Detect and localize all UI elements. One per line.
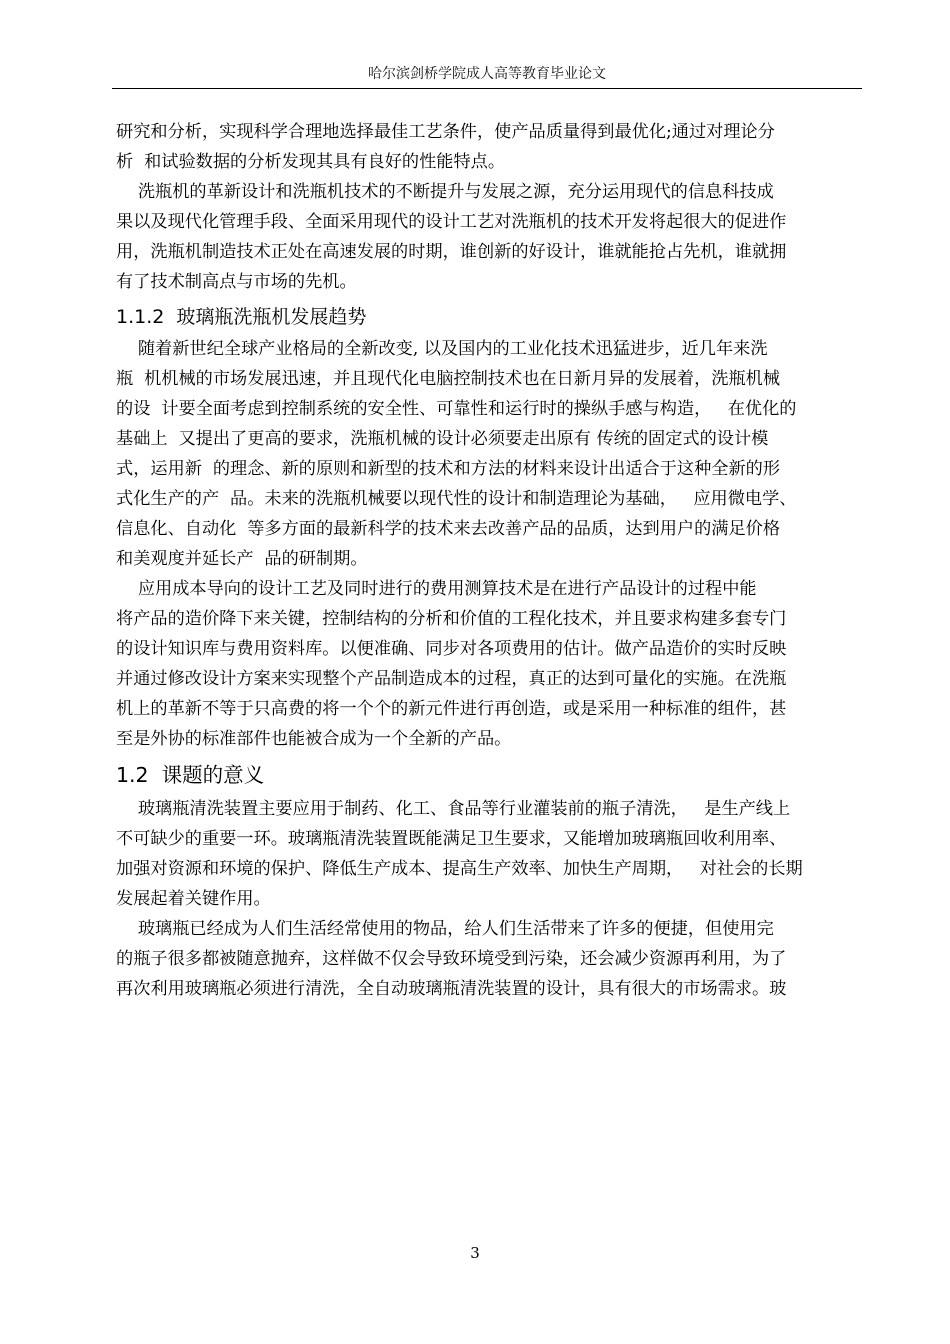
body-line: 发展起着关键作用。 [116, 889, 271, 909]
body-line: 应用成本导向的设计工艺及同时进行的费用测算技术是在进行产品设计的过程中能 [116, 579, 757, 599]
body-line: 果以及现代化管理手段、全面采用现代的设计工艺对洗瓶机的技术开发将起很大的促进作 [116, 212, 787, 232]
body-line: 用，洗瓶机制造技术正处在高速发展的时期，谁创新的好设计，谁就能抢占先机，谁就拥 [116, 242, 787, 262]
body-line: 不可缺少的重要一环。玻璃瓶清洗装置既能满足卫生要求，又能增加玻璃瓶回收利用率、 [116, 829, 787, 849]
body-line: 的设 计要全面考虑到控制系统的安全性、可靠性和运行时的操纵手感与构造， 在优化的 [116, 399, 797, 419]
page-number: 3 [470, 1244, 480, 1262]
body-line: 至是外协的标准部件也能被合成为一个全新的产品。 [116, 729, 512, 749]
body-line: 基础上 又提出了更高的要求，洗瓶机械的设计必须要走出原有 传统的固定式的设计模 [116, 429, 769, 449]
body-line: 并通过修改设计方案来实现整个产品制造成本的过程，真正的达到可量化的实施。在洗瓶 [116, 669, 787, 689]
body-line: 和美观度并延长产 品的研制期。 [116, 549, 368, 569]
body-line: 信息化、自动化 等多方面的最新科学的技术来去改善产品的品质，达到用户的满足价格 [116, 519, 781, 539]
body-line: 加强对资源和环境的保护、降低生产成本、提高生产效率、加快生产周期， 对社会的长期 [116, 859, 803, 879]
body-line: 再次利用玻璃瓶必须进行清洗，全自动玻璃瓶清洗装置的设计，具有很大的市场需求。玻 [116, 979, 787, 999]
body-line: 式，运用新 的理念、新的原则和新型的技术和方法的材料来设计出适合于这种全新的形 [116, 459, 781, 479]
body-line: 随着新世纪全球产业格局的全新改变, 以及国内的工业化技术迅猛进步，近几年来洗 [116, 339, 768, 359]
body-line: 的设计知识库与费用资料库。以便准确、同步对各项费用的估计。做产品造价的实时反映 [116, 639, 787, 659]
body-line: 瓶 机机械的市场发展迅速，并且现代化电脑控制技术也在日新月异的发展着，洗瓶机械 [116, 369, 781, 389]
body-line: 的瓶子很多都被随意抛弃，这样做不仅会导致环境受到污染，还会减少资源再利用，为了 [116, 949, 787, 969]
body-line: 洗瓶机的革新设计和洗瓶机技术的不断提升与发展之源，充分运用现代的信息科技成 [116, 182, 774, 202]
body-line: 玻璃瓶已经成为人们生活经常使用的物品，给人们生活带来了许多的便捷，但使用完 [116, 919, 774, 939]
body-line: 玻璃瓶清洗装置主要应用于制药、化工、食品等行业灌装前的瓶子清洗， 是生产线上 [116, 799, 791, 819]
body-line: 研究和分析，实现科学合理地选择最佳工艺条件，使产品质量得到最优化;通过对理论分 [116, 122, 775, 142]
body-line: 机上的革新不等于只高费的将一个个的新元件进行再创造，或是采用一种标准的组件，甚 [116, 699, 787, 719]
running-header: 哈尔滨剑桥学院成人高等教育毕业论文 [368, 66, 606, 82]
body-line: 式化生产的产 品。未来的洗瓶机械要以现代性的设计和制造理论为基础， 应用微电学、 [116, 489, 797, 509]
section-heading-1-1-2: 1.1.2 玻璃瓶洗瓶机发展趋势 [116, 306, 367, 328]
page-body [116, 117, 866, 1004]
header-divider [112, 88, 862, 89]
body-line: 析 和试验数据的分析发现其具有良好的性能特点。 [116, 152, 506, 172]
section-heading-1-2: 1.2 课题的意义 [116, 763, 265, 787]
body-line: 将产品的造价降下来关键，控制结构的分析和价值的工程化技术，并且要求构建多套专门 [116, 609, 787, 629]
body-line: 有了技术制高点与市场的先机。 [116, 272, 357, 292]
